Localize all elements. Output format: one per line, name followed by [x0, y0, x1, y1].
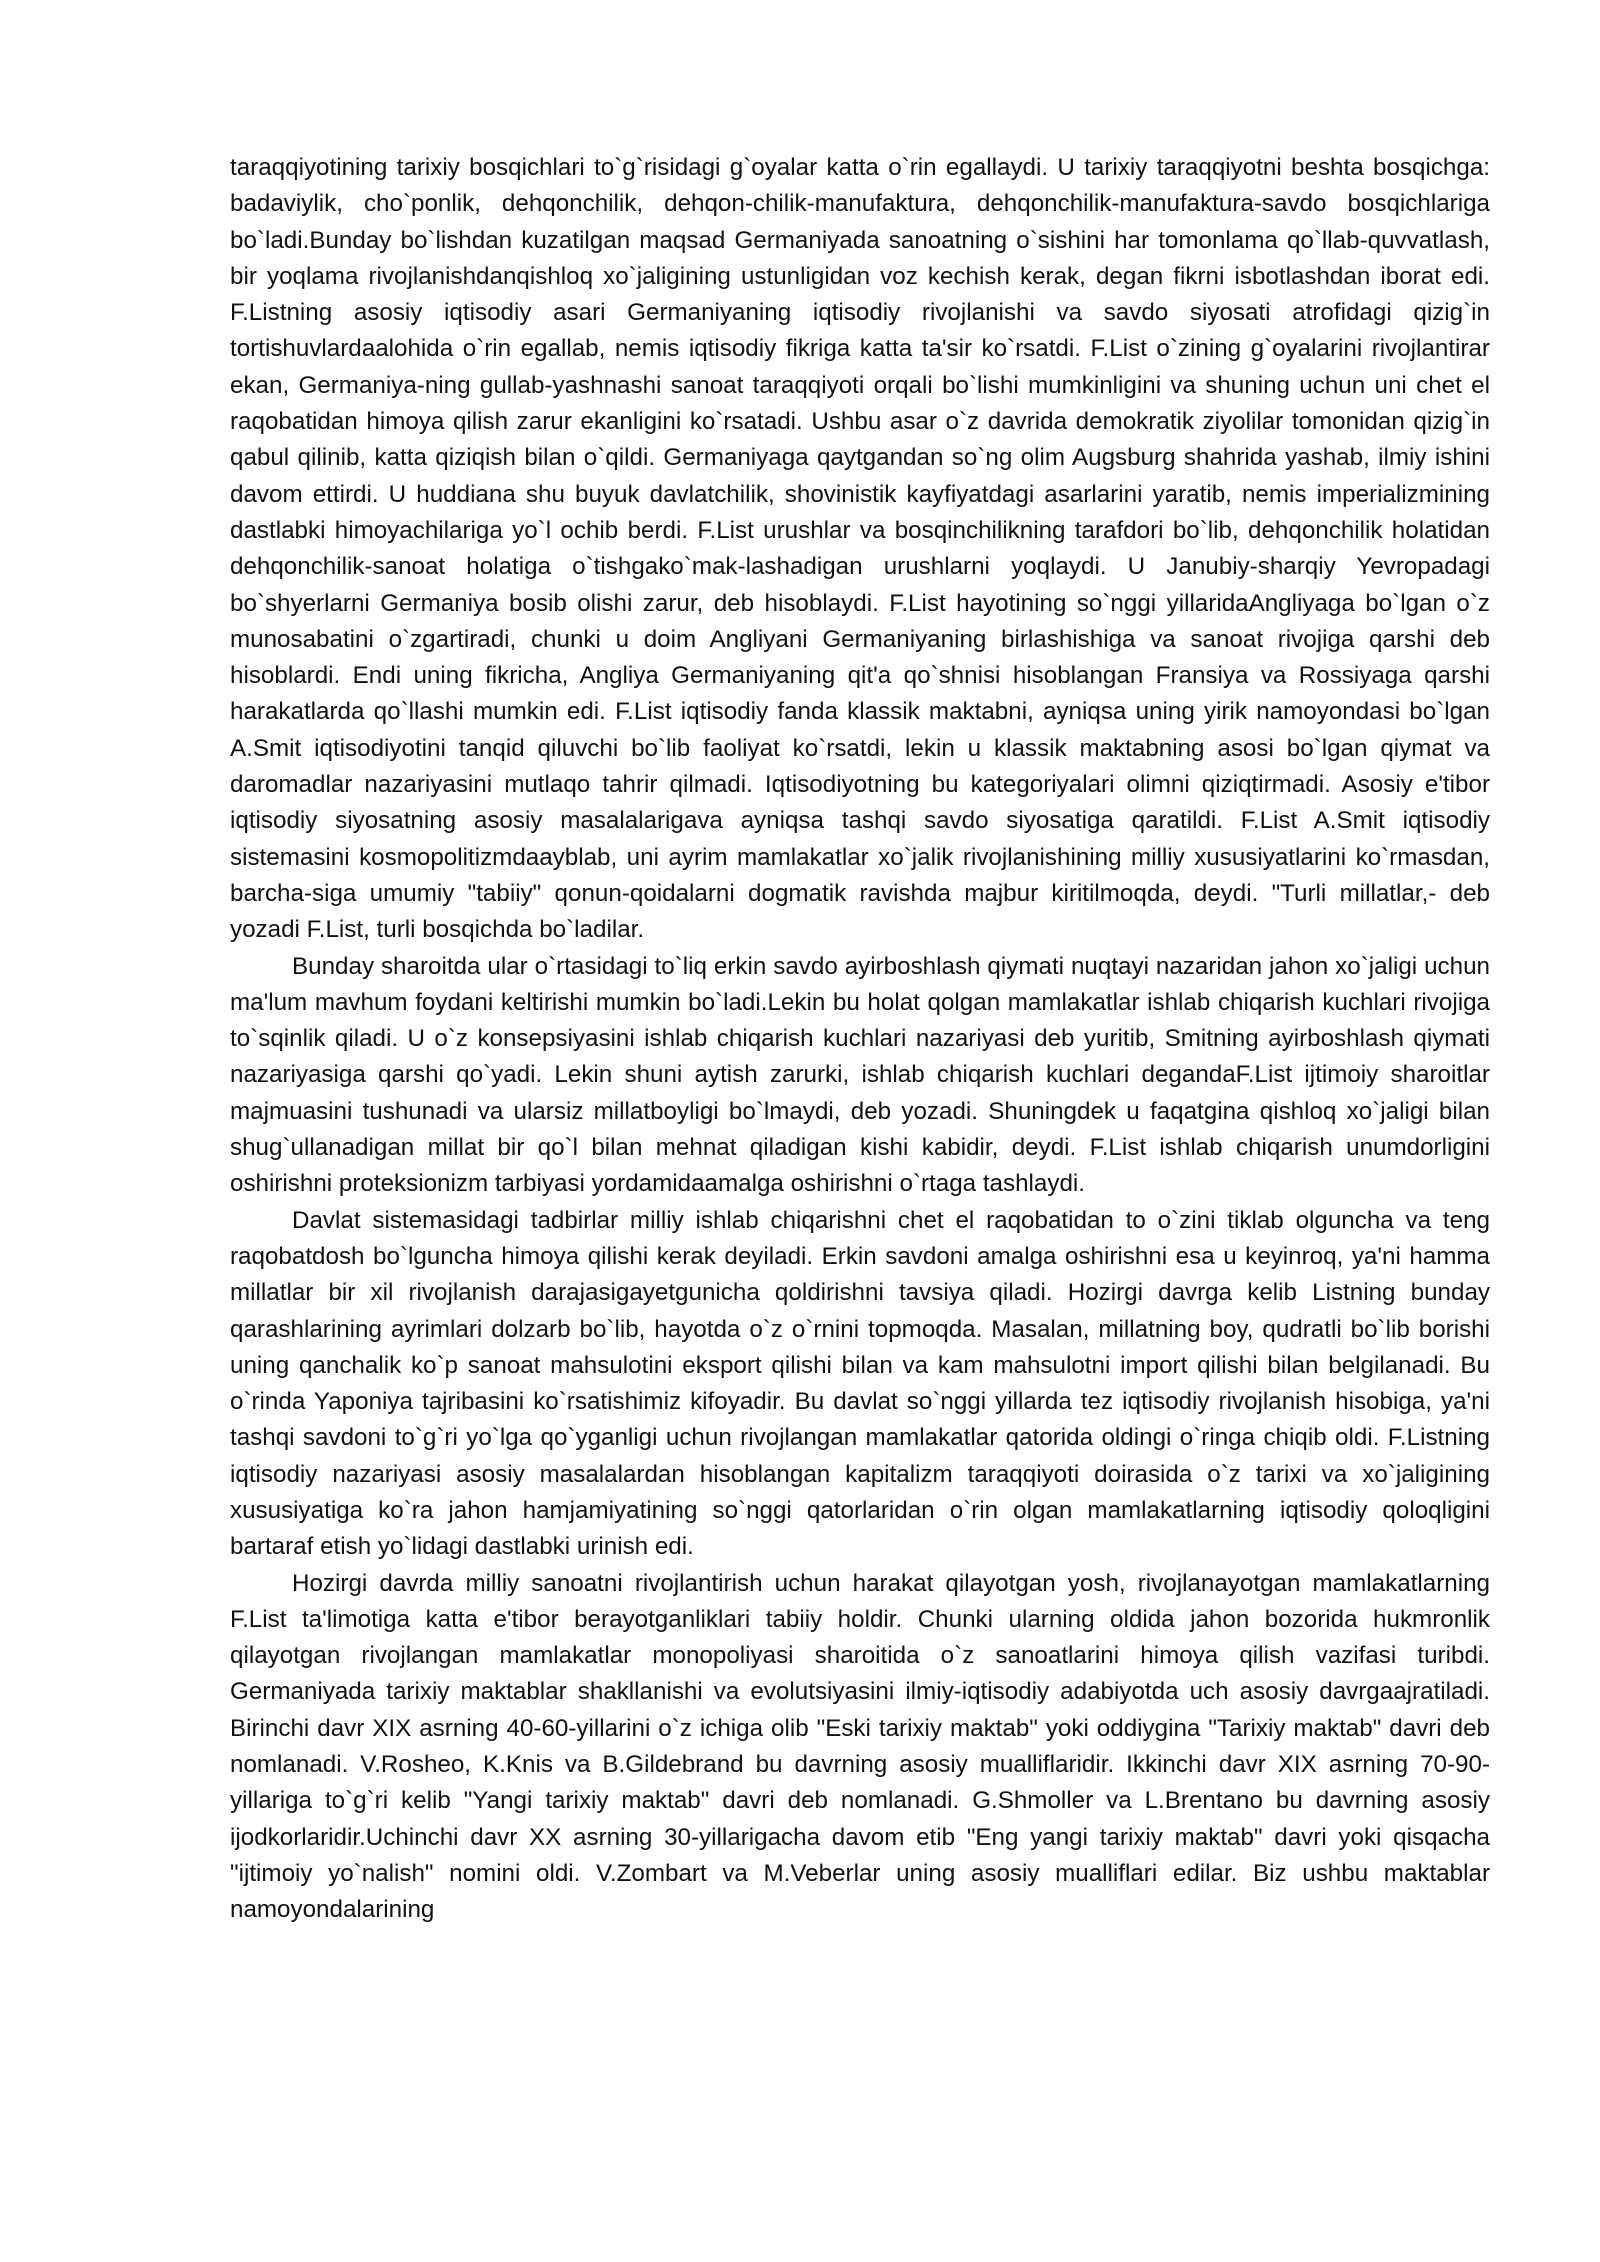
paragraph-4: Hozirgi davrda milliy sanoatni rivojlantirish uchun harakat qilayotgan yosh, rivojlanayotgan mamlakatlarning F.List ta'limotiga katta e'tibor berayotganliklari tabiiy holdir. Chunki ularning oldida jahon bozorida hukmronlik qilayotgan rivojlangan mamlakatlar monopoliyasi sharoitida o`z sanoatlarini himoya qilish vazifasi turibdi. Germaniyada tarixiy maktablar shakllanishi va evolutsiyasini ilmiy-iqtisodiy adabiyotda uch asosiy davrgaajratiladi. Birinchi davr XIX asrning 40-60-yillarini o`z ichiga olib "Eski tarixiy maktab" yoki oddiygina "Tarixiy maktab" davri deb nomlanadi. V.Rosheo, K.Knis va B.Gildebrand bu davrning asosiy mualliflaridir. Ikkinchi davr XIX asrning 70-90-yillariga to`g`ri kelib "Yangi tarixiy maktab" davri deb nomlanadi. G.Shmoller va L.Brentano bu davrning asosiy ijodkorlaridir.Uchinchi davr XX asrning 30-yillarigacha davom etib "Eng yangi tarixiy maktab" davri yoki qisqacha "ijtimoiy yo`nalish" nomini oldi. V.Zombart va M.Veberlar uning asosiy mualliflari edilar. Biz ushbu maktablar namoyondalarining	[230, 1569, 1490, 1924]
paragraph-1: taraqqiyotining tarixiy bosqichlari to`g`risidagi g`oyalar katta o`rin egallaydi. U tarixiy taraqqiyotni beshta bosqichga: badaviylik, cho`ponlik, dehqonchilik, dehqon-chilik-manufaktura, dehqonchilik-manufaktura-savdo bosqichlariga bo`ladi.Bunday bo`lishdan kuzatilgan maqsad Germaniyada sanoatning o`sishini har tomonlama qo`llab-quvvatlash, bir yoqlama rivojlanishdanqishloq xo`jaligining ustunligidan voz kechish kerak, degan fikrni isbotlashdan iborat edi. F.Listning asosiy iqtisodiy asari Germaniyaning iqtisodiy rivojlanishi va savdo siyosati atrofidagi qizig`in tortishuvlardaalohida o`rin egallab, nemis iqtisodiy fikriga katta ta'sir ko`rsatdi. F.List o`zining g`oyalarini rivojlantirar ekan, Germaniya-ning gullab-yashnashi sanoat taraqqiyoti orqali bo`lishi mumkinligini va shuning uchun uni chet el raqobatidan himoya qilish zarur ekanligini ko`rsatadi. Ushbu asar o`z davrida demokratik ziyolilar tomonidan qizig`in qabul qilinib, katta qiziqish bilan o`qildi. Germaniyaga qaytgandan so`ng olim Augsburg shahrida yashab, ilmiy ishini davom ettirdi. U huddiana shu buyuk davlatchilik, shovinistik kayfiyatdagi asarlarini yaratib, nemis imperializmining dastlabki himoyachilariga yo`l ochib berdi. F.List urushlar va bosqinchilikning tarafdori bo`lib, dehqonchilik holatidan dehqonchilik-sanoat holatiga o`tishgako`mak-lashadigan urushlarni yoqlaydi. U Janubiy-sharqiy Yevropadagi bo`shyerlarni Germaniya bosib olishi zarur, deb hisoblaydi. F.List hayotining so`nggi yillaridaAngliyaga bo`lgan o`z munosabatini o`zgartiradi, chunki u doim Angliyani Germaniyaning birlashishiga va sanoat rivojiga qarshi deb hisoblardi. Endi uning fikricha, Angliya Germaniyaning qit'a qo`shnisi hisoblangan Fransiya va Rossiyaga qarshi harakatlarda qo`llashi mumkin edi. F.List iqtisodiy fanda klassik maktabni, ayniqsa uning yirik namoyondasi bo`lgan A.Smit iqtisodiyotini tanqid qiluvchi bo`lib faoliyat ko`rsatdi, lekin u klassik maktabning asosi bo`lgan qiymat va daromadlar nazariyasini mutlaqo tahrir qilmadi. Iqtisodiyotning bu kategoriyalari olimni qiziqtirmadi. Asosiy e'tibor iqtisodiy siyosatning asosiy masalalarigava ayniqsa tashqi savdo siyosatiga qaratildi. F.List A.Smit iqtisodiy sistemasini kosmopolitizmdaayblab, uni ayrim mamlakatlar xo`jalik rivojlanishining milliy xususiyatlarini ko`rmasdan, barcha-siga umumiy "tabiiy" qonun-qoidalarni dogmatik ravishda majbur kiritilmoqda, deydi. "Turli millatlar,- deb yozadi F.List, turli bosqichda bo`ladilar.	[230, 154, 1490, 944]
paragraph-2: Bunday sharoitda ular o`rtasidagi to`liq erkin savdo ayirboshlash qiymati nuqtayi nazaridan jahon xo`jaligi uchun ma'lum mavhum foydani keltirishi mumkin bo`ladi.Lekin bu holat qolgan mamlakatlar ishlab chiqarish kuchlari rivojiga to`sqinlik qiladi. U o`z konsepsiyasini ishlab chiqarish kuchlari nazariyasi deb yuritib, Smitning ayirboshlash qiymati nazariyasiga qarshi qo`yadi. Lekin shuni aytish zarurki, ishlab chiqarish kuchlari degandaF.List ijtimoiy sharoitlar majmuasini tushunadi va ularsiz millatboyligi bo`lmaydi, deb yozadi. Shuningdek u faqatgina qishloq xo`jaligi bilan shug`ullanadigan millat bir qo`l bilan mehnat qiladigan kishi kabidir, deydi. F.List ishlab chiqarish unumdorligini oshirishni proteksionizm tarbiyasi yordamidaamalga oshirishni o`rtaga tashlaydi.	[230, 952, 1490, 1198]
document-page	[230, 150, 1490, 1929]
paragraph-3: Davlat sistemasidagi tadbirlar milliy ishlab chiqarishni chet el raqobatidan to o`zini tiklab olguncha va teng raqobatdosh bo`lguncha himoya qilishi kerak deyiladi. Erkin savdoni amalga oshirishni esa u keyinroq, ya'ni hamma millatlar bir xil rivojlanish darajasigayetgunicha qoldirishni tavsiya qiladi. Hozirgi davrga kelib Listning bunday qarashlarining ayrimlari dolzarb bo`lib, hayotda o`z o`rnini topmoqda. Masalan, millatning boy, qudratli bo`lib borishi uning qanchalik ko`p sanoat mahsulotini eksport qilishi bilan va kam mahsulotni import qilishi bilan belgilanadi. Bu o`rinda Yaponiya tajribasini ko`rsatishimiz kifoyadir. Bu davlat so`nggi yillarda tez iqtisodiy rivojlanish hisobiga, ya'ni tashqi savdoni to`g`ri yo`lga qo`yganligi uchun rivojlangan mamlakatlar qatorida oldingi o`ringa chiqib oldi. F.Listning iqtisodiy nazariyasi asosiy masalalardan hisoblangan kapitalizm taraqqiyoti doirasida o`z tarixi va xo`jaligining xususiyatiga ko`ra jahon hamjamiyatining so`nggi qatorlaridan o`rin olgan mamlakatlarning iqtisodiy qoloqligini bartaraf etish yo`lidagi dastlabki urinish edi.	[230, 1206, 1490, 1561]
